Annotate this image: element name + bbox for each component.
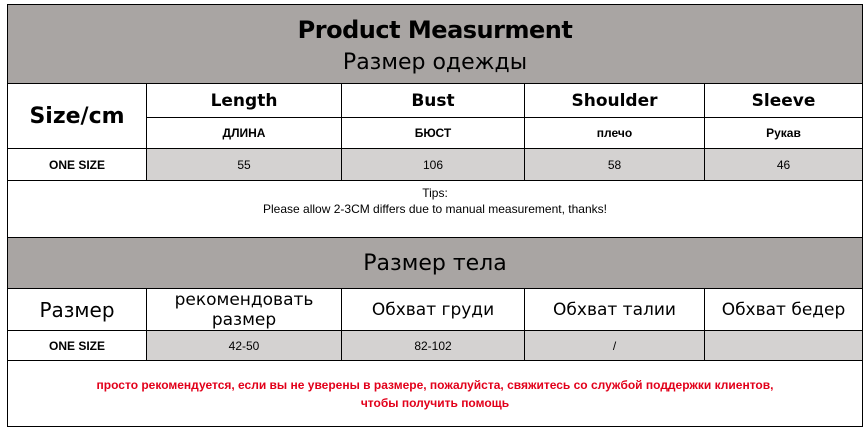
support-note-line2: чтобы получить помощь [360,395,510,410]
garment-sleeve-value: 46 [704,148,863,181]
support-note-line1: просто рекомендуется, если вы не уверены в размере, пожалуйста, свяжитесь со службой поддержки клиентов, [96,377,774,392]
col-chest-girth: Обхват груди [341,288,525,331]
page-title: Product Measurment [297,15,573,44]
tips-text: Please allow 2-3CM differs due to manual measurement, thanks! [263,202,607,216]
page-subtitle: Размер одежды [342,49,528,75]
col-shoulder-en: Shoulder [524,83,705,118]
col-waist-girth: Обхват талии [524,288,705,331]
body-size-header: Размер [7,288,147,331]
col-shoulder-ru: плечо [524,117,705,149]
col-length-ru: ДЛИНА [146,117,342,149]
col-hip-girth: Обхват бедер [704,288,863,331]
garment-row-label: ONE SIZE [7,148,147,181]
col-bust-ru: БЮСТ [341,117,525,149]
body-size-banner: Размер тела [7,237,863,289]
body-recommended-value: 42-50 [146,330,342,361]
col-sleeve-en: Sleeve [704,83,863,118]
col-bust-en: Bust [341,83,525,118]
col-length-en: Length [146,83,342,118]
col-recommended-size: рекомендовать размер [146,288,342,331]
garment-bust-value: 106 [341,148,525,181]
title-banner [7,4,863,84]
col-sleeve-ru: Рукав [704,117,863,149]
body-chest-value: 82-102 [341,330,525,361]
garment-length-value: 55 [146,148,342,181]
tips-title: Tips: [422,186,448,200]
body-hip-value [704,330,863,361]
body-row-label: ONE SIZE [7,330,147,361]
garment-shoulder-value: 58 [524,148,705,181]
support-note [7,360,863,427]
size-cm-header: Size/cm [7,83,147,149]
tips-box [7,180,863,238]
body-waist-value: / [524,330,705,361]
